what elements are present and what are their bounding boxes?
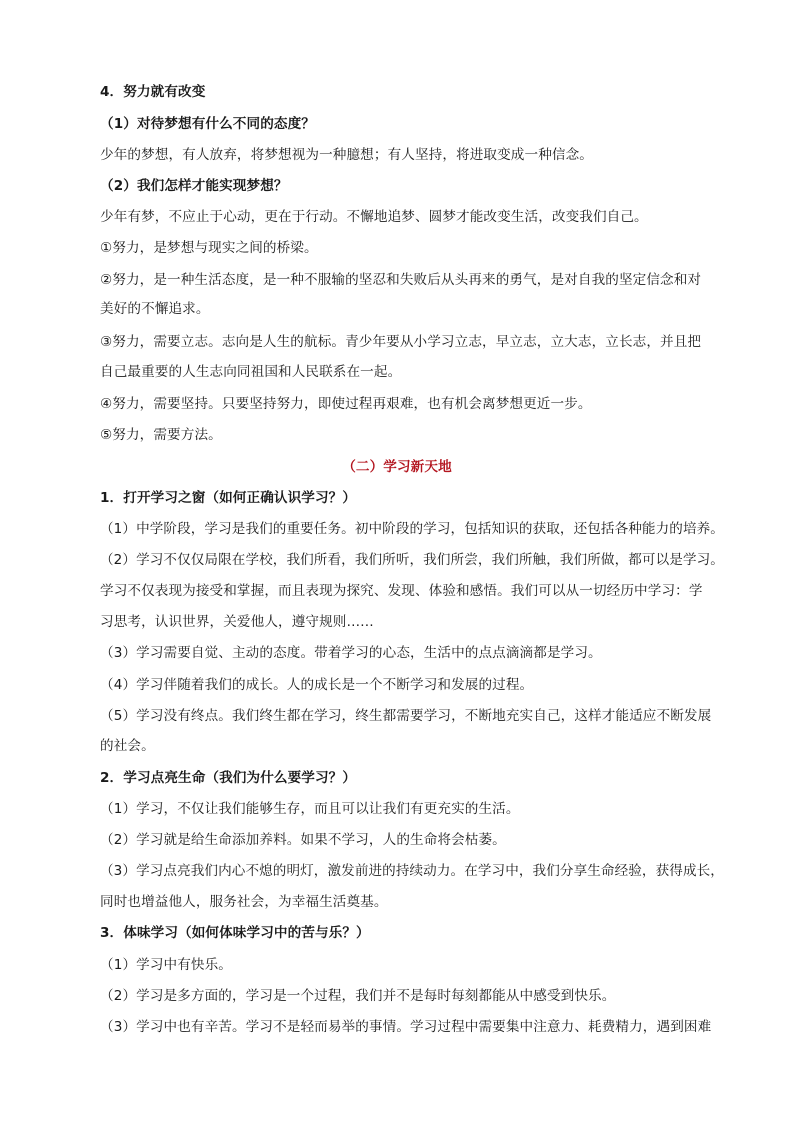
item-3-2: （2）学习是多方面的，学习是一个过程，我们并不是每时每刻都能从中感受到快乐。	[100, 988, 616, 1004]
item-2-3-line-2: 同时也增益他人，服务社会，为幸福生活奠基。	[100, 894, 388, 910]
question-1: （1）对待梦想有什么不同的态度？	[100, 116, 315, 132]
item-1-4: （4）学习伴随着我们的成长。人的成长是一个不断学习和发展的过程。	[100, 677, 534, 693]
part-title: （二）学习新天地	[342, 459, 452, 475]
section-heading-3: 3．体味学习（如何体味学习中的苦与乐？）	[100, 925, 370, 941]
question-2: （2）我们怎样才能实现梦想？	[100, 178, 288, 194]
item-1-5-line-1: （5）学习没有终点。我们终生都在学习，终生都需要学习，不断地充实自己，这样才能适应不断发展	[100, 708, 712, 724]
item-1-1: （1）中学阶段，学习是我们的重要任务。初中阶段的学习，包括知识的获取，还包括各种能力的培养。	[100, 521, 724, 537]
point-5: ⑤努力，需要方法。	[100, 427, 222, 443]
section-heading-1: 1．打开学习之窗（如何正确认识学习？）	[100, 490, 357, 506]
item-3-1: （1）学习中有快乐。	[100, 957, 232, 973]
item-1-2-continued: 学习不仅表现为接受和掌握，而且表现为探究、发现、体验和感悟。我们可以从一切经历中学习：学	[100, 583, 703, 599]
question-2-answer: 少年有梦，不应止于心动，更在于行动。不懈地追梦、圆梦才能改变生活，改变我们自己。	[100, 209, 648, 225]
item-1-5-line-2: 的社会。	[100, 738, 155, 754]
item-1-3: （3）学习需要自觉、主动的态度。带着学习的心态，生活中的点点滴滴都是学习。	[100, 645, 602, 661]
point-3-line-2: 自己最重要的人生志向同祖国和人民联系在一起。	[100, 364, 402, 380]
point-2-line-2: 美好的不懈追求。	[100, 301, 210, 317]
section-heading-2: 2．学习点亮生命（我们为什么要学习？）	[100, 770, 357, 786]
item-2-3-line-1: （3）学习点亮我们内心不熄的明灯，激发前进的持续动力。在学习中，我们分享生命经验，获得成长，	[100, 863, 724, 879]
point-2-line-1: ②努力，是一种生活态度，是一种不服输的坚忍和失败后从头再来的勇气，是对自我的坚定信念和对	[100, 272, 702, 288]
point-4: ④努力，需要坚持。只要坚持努力，即使过程再艰难，也有机会离梦想更近一步。	[100, 396, 592, 412]
section-heading-effort: 4．努力就有改变	[100, 84, 206, 100]
question-1-answer: 少年的梦想，有人放弃，将梦想视为一种臆想；有人坚持，将进取变成一种信念。	[100, 147, 593, 163]
item-2-2: （2）学习就是给生命添加养料。如果不学习，人的生命将会枯萎。	[100, 832, 506, 848]
item-1-2: （2）学习不仅仅局限在学校，我们所看，我们所听，我们所尝，我们所触，我们所做，都可以是学习。	[100, 552, 724, 568]
point-1: ①努力，是梦想与现实之间的桥梁。	[100, 240, 318, 256]
point-3-line-1: ③努力，需要立志。志向是人生的航标。青少年要从小学习立志，早立志，立大志，立长志，并且把	[100, 334, 702, 350]
item-1-2-continued-2: 习思考，认识世界，关爱他人，遵守规则……	[100, 614, 374, 630]
item-3-3: （3）学习中也有辛苦。学习不是轻而易举的事情。学习过程中需要集中注意力、耗费精力，遇到困难	[100, 1019, 712, 1035]
item-2-1: （1）学习，不仅让我们能够生存，而且可以让我们有更充实的生活。	[100, 801, 520, 817]
